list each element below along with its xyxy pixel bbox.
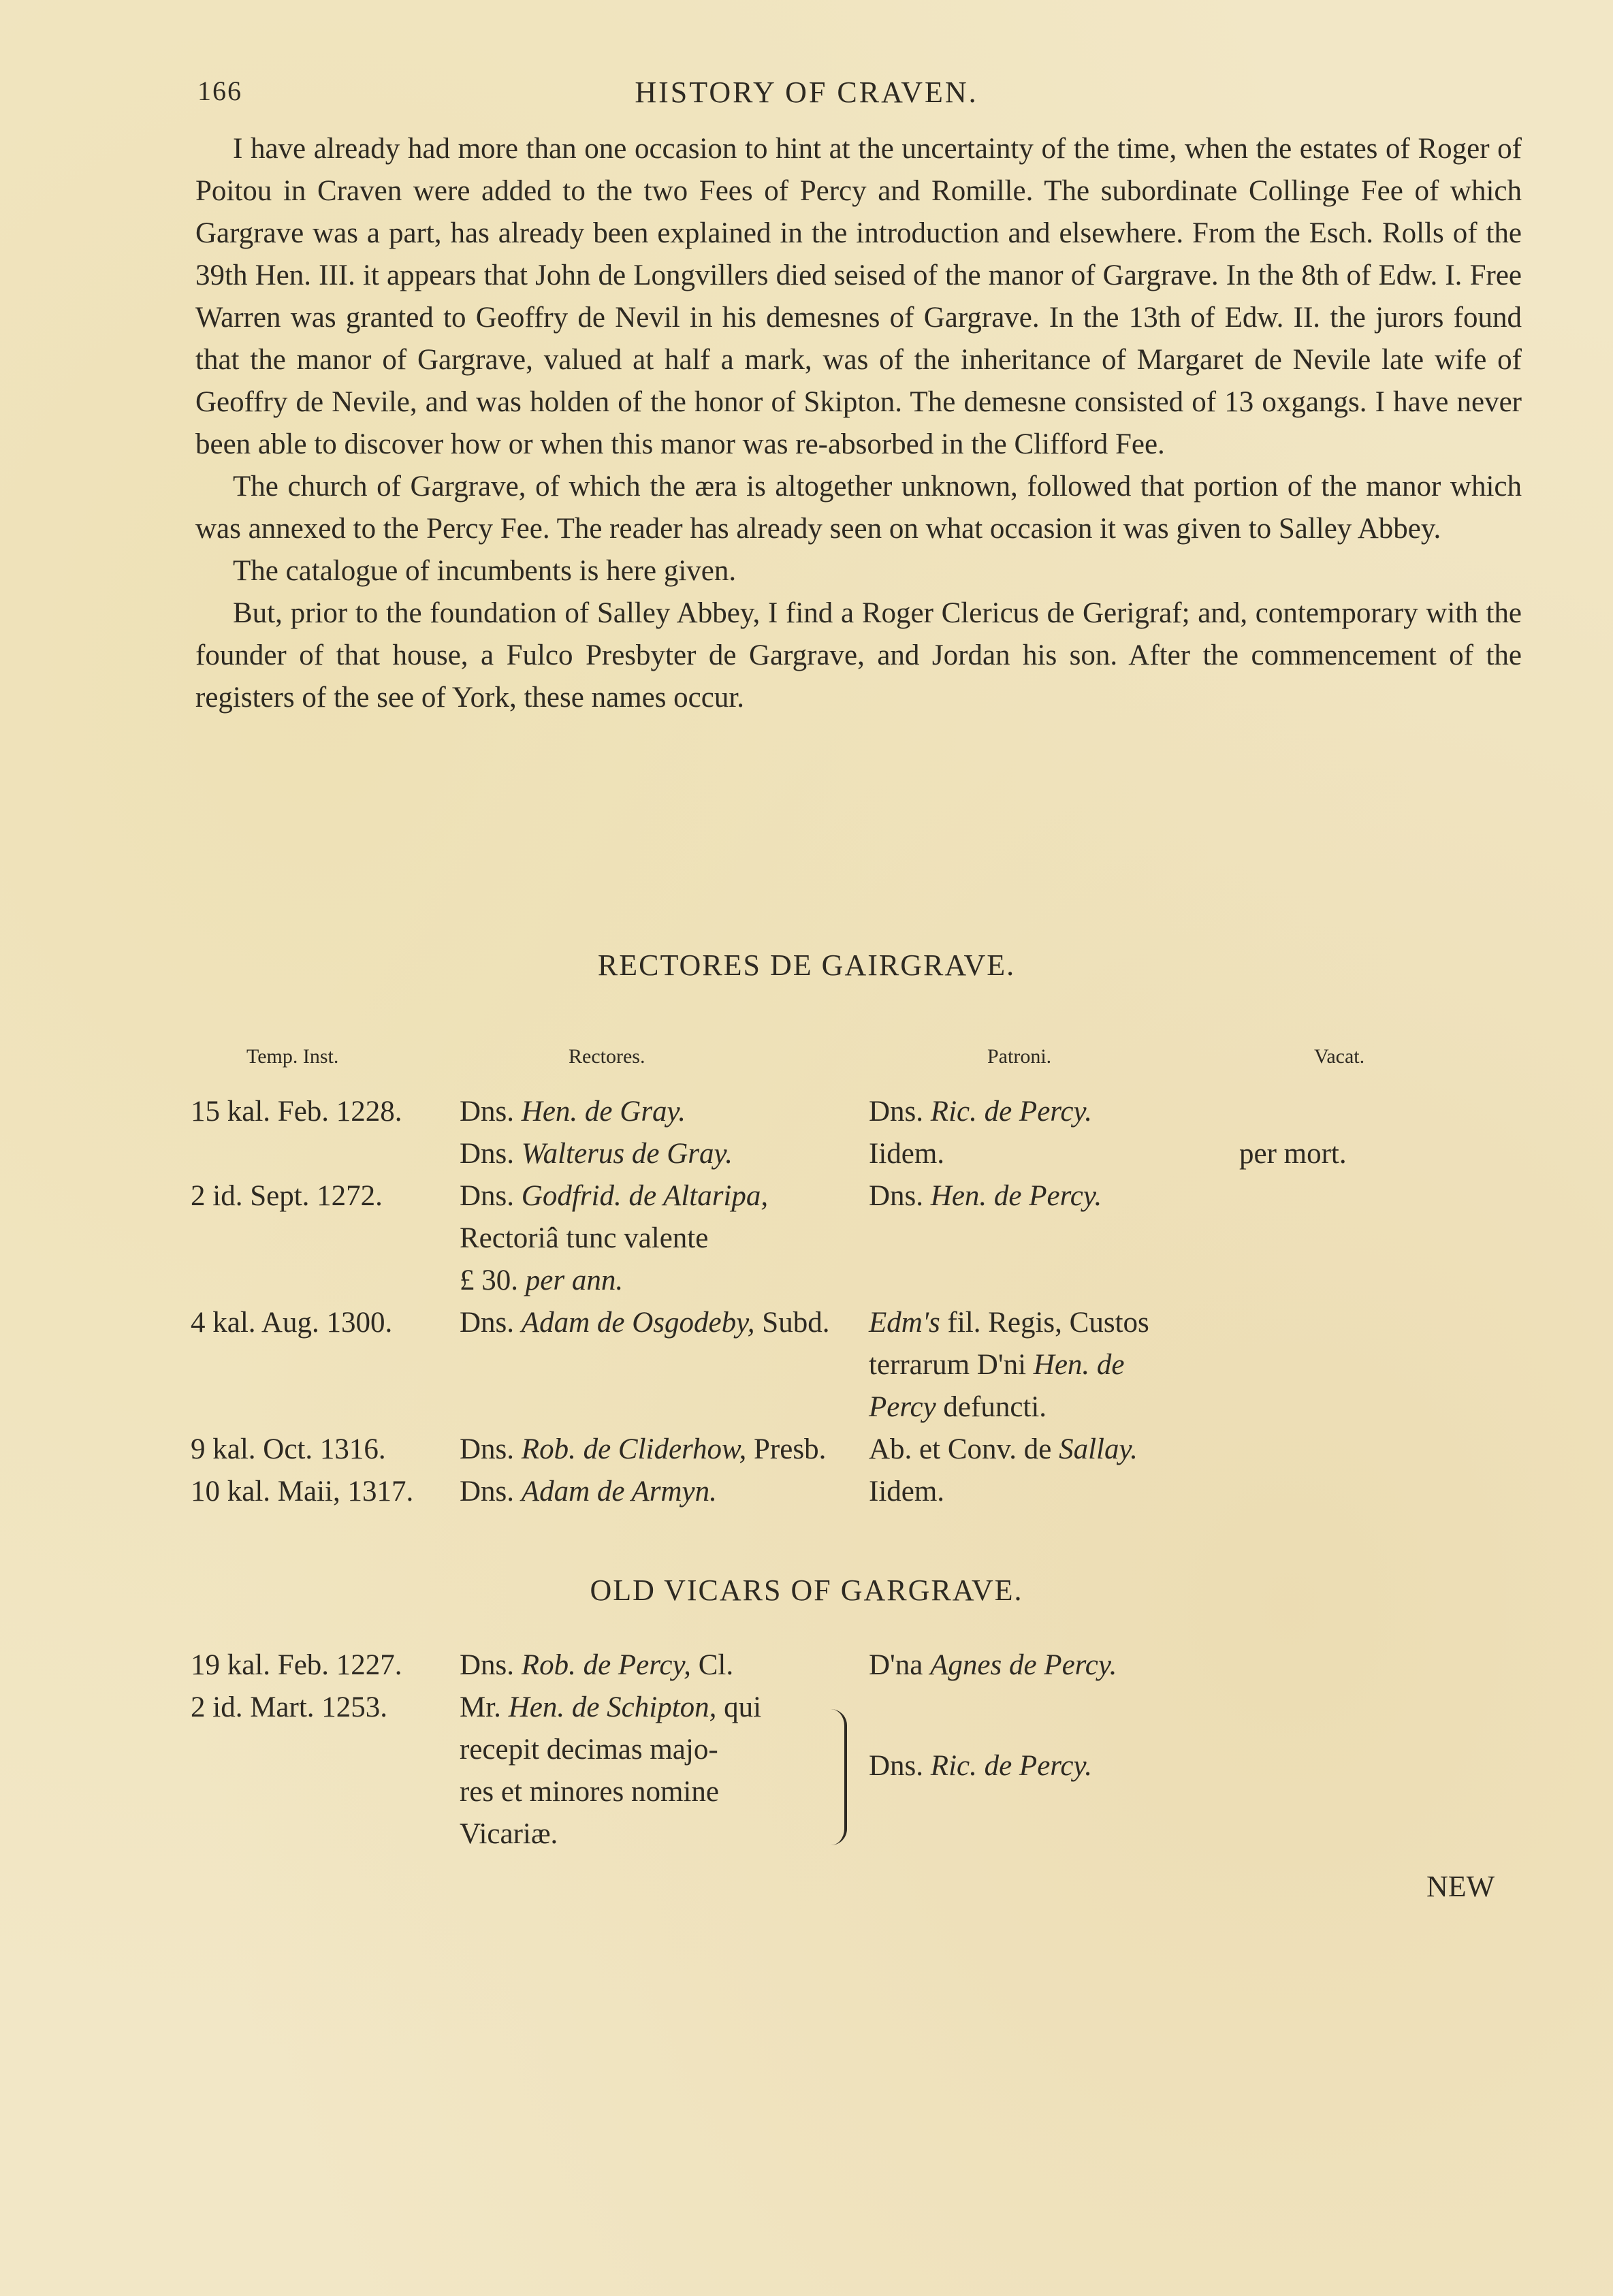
patron-prefix: Iidem. <box>869 1138 945 1170</box>
vicars-title: OLD VICARS OF GARGRAVE. <box>590 1574 1023 1607</box>
rector-prefix: Rectoriâ tunc valente <box>460 1222 709 1254</box>
rector-prefix: recepit decimas majo- <box>460 1734 718 1766</box>
rector-cell <box>460 1729 718 1771</box>
paragraph: But, prior to the foundation of Salley Abbey, I find a Roger Clericus de Gerigraf; and, contemporary with the founder of that house, a Fulco Presbyter de Gargrave, and Jordan his son. After the commencement of the registers of the see of York, these names occur. <box>195 597 1522 714</box>
rector-prefix: Dns. <box>460 1476 515 1508</box>
rector-cell <box>460 1471 717 1513</box>
rector-prefix: res et minores nomine <box>460 1776 719 1808</box>
page-number: 166 <box>197 76 242 106</box>
patron-name: Ric. de Percy. <box>930 1096 1092 1128</box>
running-title: HISTORY OF CRAVEN. <box>635 76 978 109</box>
patron-prefix: D'na <box>869 1649 923 1681</box>
braced-patron <box>869 1745 1092 1787</box>
body-text <box>195 128 1522 719</box>
rectores-title: RECTORES DE GAIRGRAVE. <box>597 948 1016 982</box>
rector-prefix: Dns. <box>460 1433 515 1465</box>
rector-prefix: Dns. <box>460 1307 515 1339</box>
date-cell: 2 id. Mart. 1253. <box>191 1691 388 1723</box>
rector-suffix: Presb. <box>754 1433 827 1465</box>
rector-prefix: Dns. <box>460 1180 515 1212</box>
rector-cell <box>460 1687 761 1729</box>
column-header-temp-inst: Temp. Inst. <box>246 1045 339 1068</box>
rector-cell <box>460 1302 829 1344</box>
rector-cell <box>460 1175 768 1217</box>
rector-name: Adam de Osgodeby, <box>521 1307 755 1339</box>
rector-cell <box>460 1091 686 1133</box>
rector-cell <box>460 1217 708 1260</box>
rector-name: Hen. de Gray. <box>521 1096 686 1128</box>
column-header-rectores: Rectores. <box>569 1045 645 1068</box>
rector-name: Adam de Armyn. <box>521 1476 717 1508</box>
catchword: NEW <box>1426 1870 1495 1903</box>
vacat-cell: per mort. <box>1239 1138 1347 1170</box>
patron-name: Percy <box>869 1391 936 1423</box>
rector-cell <box>460 1771 719 1813</box>
rector-name: Hen. de Schipton, <box>508 1691 717 1723</box>
patron-name: Sallay. <box>1059 1433 1138 1465</box>
date-cell: 4 kal. Aug. 1300. <box>191 1307 393 1339</box>
rector-prefix: Dns. <box>460 1649 515 1681</box>
rector-prefix: Vicariæ. <box>460 1818 558 1850</box>
patron-cell <box>869 1091 1092 1133</box>
paragraph: The church of Gargrave, of which the æra is altogether unknown, followed that portion of the manor which was annexed to the Percy Fee. The reader has already seen on what occasion it was given to Salley Abbey. <box>195 471 1522 545</box>
patron-suffix: defuncti. <box>943 1391 1047 1423</box>
brace <box>824 1709 847 1845</box>
rector-name: per ann. <box>525 1264 624 1296</box>
column-header-patroni: Patroni. <box>987 1045 1052 1068</box>
patron-cell <box>869 1386 1047 1429</box>
rector-name: Godfrid. de Altaripa, <box>521 1180 769 1212</box>
patron-prefix: terrarum D'ni <box>869 1349 1027 1381</box>
patron-name: Hen. de <box>1033 1349 1125 1381</box>
patron-cell <box>869 1471 944 1513</box>
date-cell: 9 kal. Oct. 1316. <box>191 1433 386 1465</box>
rector-prefix: Dns. <box>460 1096 515 1128</box>
rector-cell <box>460 1260 623 1302</box>
patron-prefix: Ab. et Conv. de <box>869 1433 1052 1465</box>
patron-name: Ric. de Percy. <box>930 1750 1092 1782</box>
rector-prefix: £ 30. <box>460 1264 518 1296</box>
date-cell: 15 kal. Feb. 1228. <box>191 1096 402 1128</box>
rector-name: Rob. de Percy, <box>521 1649 691 1681</box>
column-header-vacat: Vacat. <box>1314 1045 1365 1068</box>
rector-name: Rob. de Cliderhow, <box>521 1433 747 1465</box>
patron-cell <box>869 1429 1138 1471</box>
rector-prefix: Mr. <box>460 1691 501 1723</box>
paragraph: I have already had more than one occasion to hint at the uncertainty of the time, when the estates of Roger of Poitou in Craven were added to the two Fees of Percy and Romille. The subordinate Collinge Fee of which Gargrave was a part, has already been explained in the introduction and elsewhere. From the Esch. Rolls of the 39th Hen. III. it appears that John de Longvillers died seised of the manor of Gargrave. In the 8th of Edw. I. Free Warren was granted to Geoffry de Nevil in his demesnes of Gargrave. In the 13th of Edw. II. the jurors found that the manor of Gargrave, valued at half a mark, was of the inheritance of Margaret de Nevile late wife of Geoffry de Nevile, and was holden of the honor of Skipton. The demesne consisted of 13 oxgangs. I have never been able to discover how or when this manor was re-absorbed in the Clifford Fee. <box>195 133 1522 460</box>
date-cell: 19 kal. Feb. 1227. <box>191 1649 402 1681</box>
patron-name: Agnes de Percy. <box>930 1649 1117 1681</box>
rector-name: Walterus de Gray. <box>521 1138 733 1170</box>
patron-prefix: Iidem. <box>869 1476 945 1508</box>
patron-name: Edm's <box>869 1307 940 1339</box>
paragraph: The catalogue of incumbents is here given. <box>233 555 737 587</box>
rector-suffix: Cl. <box>698 1649 734 1681</box>
date-cell: 10 kal. Maii, 1317. <box>191 1476 414 1508</box>
patron-suffix: fil. Regis, Custos <box>947 1307 1149 1339</box>
patron-cell <box>869 1302 1149 1344</box>
patron-cell <box>869 1344 1125 1386</box>
patron-prefix: Dns. <box>869 1180 924 1212</box>
patron-prefix: Dns. <box>869 1096 924 1128</box>
patron-cell <box>869 1133 944 1175</box>
rector-cell <box>460 1133 733 1175</box>
rector-prefix: Dns. <box>460 1138 515 1170</box>
patron-cell <box>869 1175 1102 1217</box>
rector-suffix: Subd. <box>762 1307 830 1339</box>
date-cell: 2 id. Sept. 1272. <box>191 1180 383 1212</box>
patron-name: Hen. de Percy. <box>930 1180 1102 1212</box>
rector-suffix: qui <box>724 1691 762 1723</box>
patron-cell <box>869 1644 1117 1687</box>
rector-cell <box>460 1429 826 1471</box>
rector-cell <box>460 1813 558 1855</box>
patron-prefix: Dns. <box>869 1750 924 1782</box>
page-header <box>0 75 1613 123</box>
rector-cell <box>460 1644 733 1687</box>
